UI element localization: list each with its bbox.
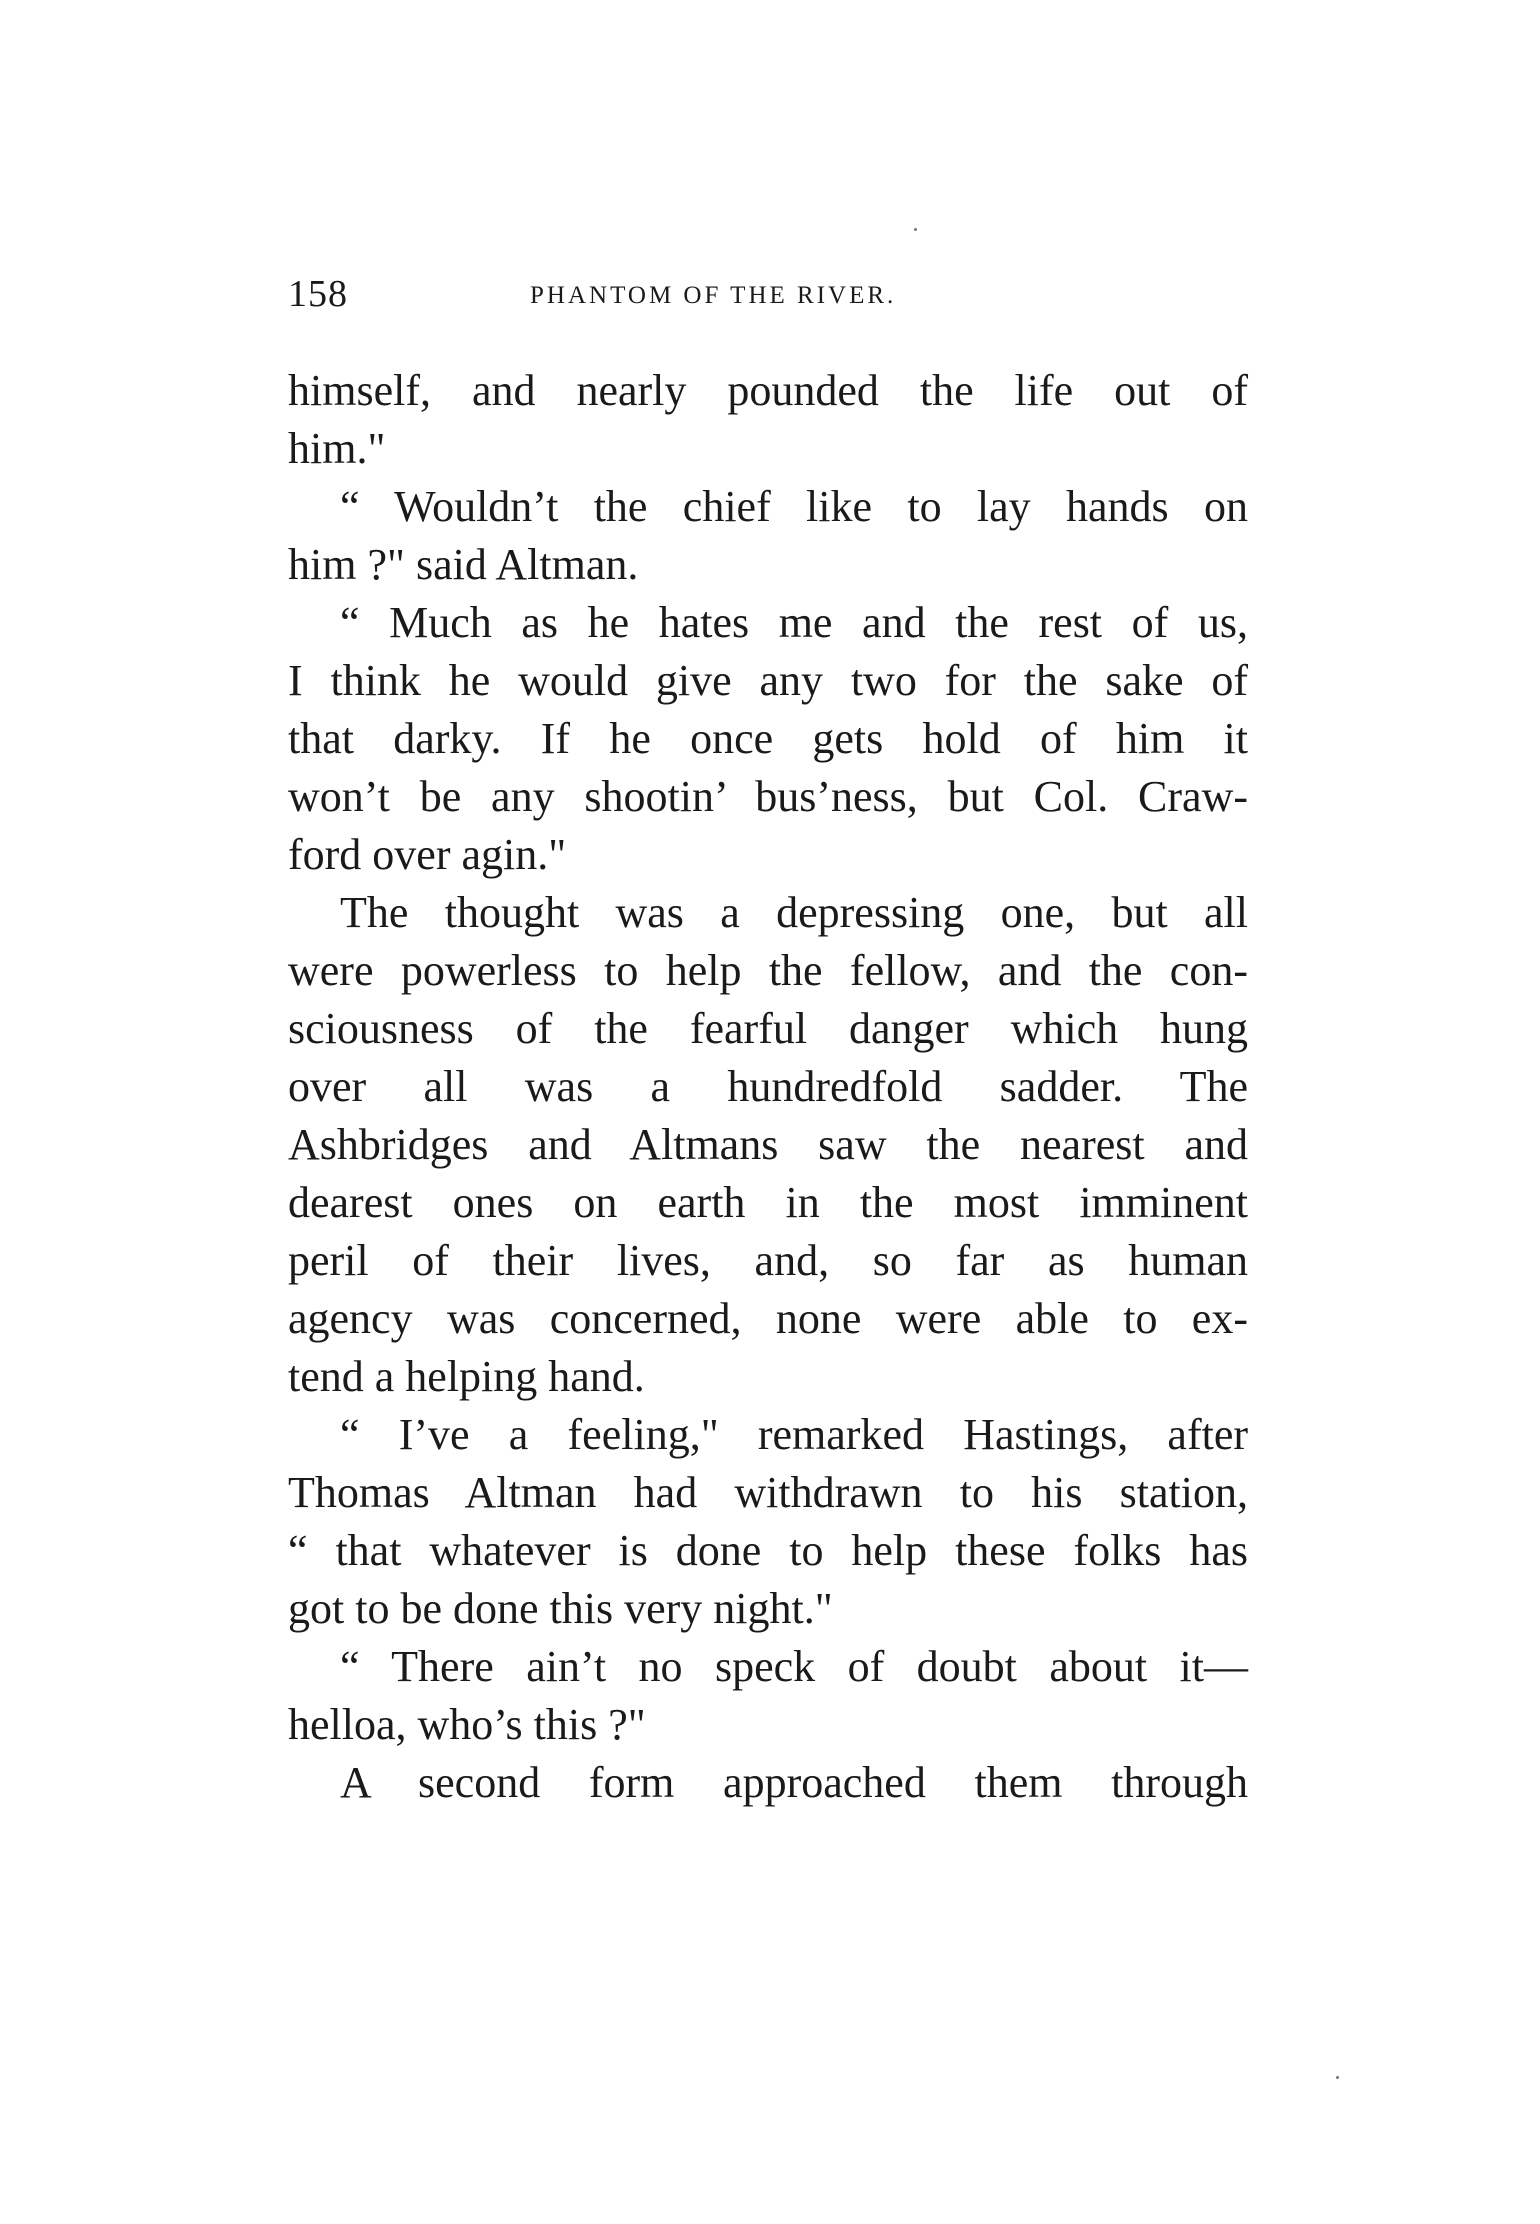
text-line: him ?" said Altman. bbox=[288, 540, 639, 589]
text-line: “ that whatever is done to help these folks has bbox=[288, 1526, 1248, 1575]
running-head bbox=[288, 272, 1248, 322]
text-line: peril of their lives, and, so far as human bbox=[288, 1236, 1248, 1285]
text-line: “ Much as he hates me and the rest of us, bbox=[340, 598, 1248, 647]
text-line: I think he would give any two for the sake of bbox=[288, 656, 1248, 705]
text-line: that darky. If he once gets hold of him it bbox=[288, 714, 1248, 763]
text-line: tend a helping hand. bbox=[288, 1352, 645, 1401]
text-line: “ There ain’t no speck of doubt about it— bbox=[340, 1642, 1248, 1691]
text-line: him." bbox=[288, 424, 386, 473]
text-line: dearest ones on earth in the most imminent bbox=[288, 1178, 1248, 1227]
text-line: helloa, who’s this ?" bbox=[288, 1700, 646, 1749]
text-line: were powerless to help the fellow, and the con- bbox=[288, 946, 1248, 995]
text-line: over all was a hundredfold sadder. The bbox=[288, 1062, 1248, 1111]
text-line: won’t be any shootin’ bus’ness, but Col. Craw- bbox=[288, 772, 1248, 821]
running-title: PHANTOM OF THE RIVER. bbox=[530, 282, 897, 309]
page-number: 158 bbox=[288, 273, 348, 315]
text-line: agency was concerned, none were able to ex- bbox=[288, 1294, 1248, 1343]
text-line: got to be done this very night." bbox=[288, 1584, 833, 1633]
text-line: The thought was a depressing one, but all bbox=[340, 888, 1248, 937]
text-line: sciousness of the fearful danger which hung bbox=[288, 1004, 1248, 1053]
text-line: “ I’ve a feeling," remarked Hastings, after bbox=[340, 1410, 1248, 1459]
body-text bbox=[288, 362, 1248, 1812]
text-line: himself, and nearly pounded the life out of bbox=[288, 366, 1248, 415]
paper-speck bbox=[1336, 2076, 1339, 2079]
text-line: Thomas Altman had withdrawn to his station, bbox=[288, 1468, 1248, 1517]
text-line: “ Wouldn’t the chief like to lay hands on bbox=[340, 482, 1248, 531]
paper-speck bbox=[914, 228, 917, 231]
text-line: ford over agin." bbox=[288, 830, 567, 879]
text-line: Ashbridges and Altmans saw the nearest and bbox=[288, 1120, 1248, 1169]
text-line: A second form approached them through bbox=[340, 1758, 1248, 1807]
